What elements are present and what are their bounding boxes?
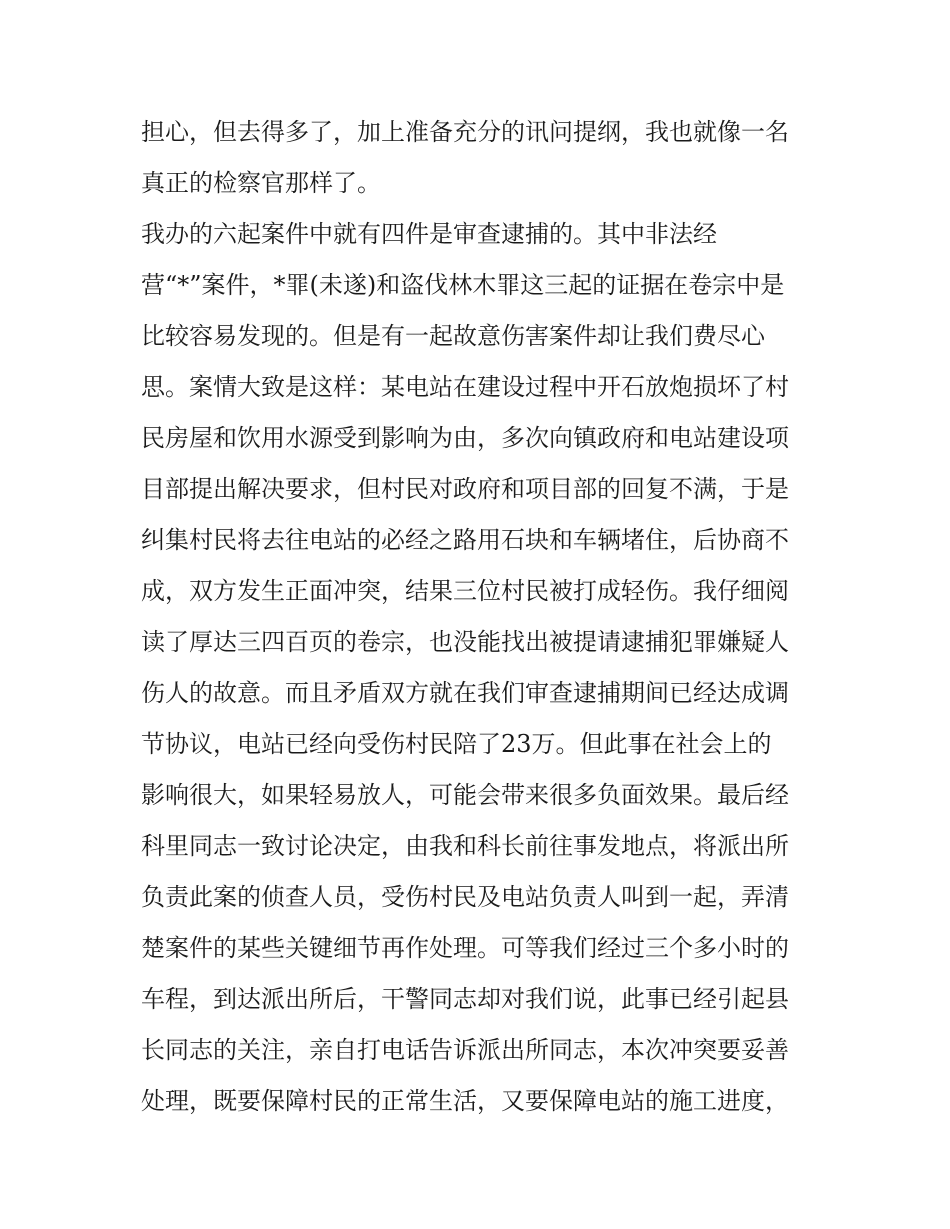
text-line: 比较容易发现的。但是有一起故意伤害案件却让我们费尽心 [141,322,765,350]
text-line: 营“*”案件，*罪(未遂)和盗伐林木罪这三起的证据在卷宗中是 [141,271,785,299]
text-line: 车程，到达派出所后，干警同志却对我们说，此事已经引起县 [141,985,789,1013]
text-line: 担心，但去得多了，加上准备充分的讯问提纲，我也就像一名 [141,118,789,146]
text-line: 真正的检察官那样了。 [141,169,381,197]
text-line: 读了厚达三四百页的卷宗，也没能找出被提请逮捕犯罪嫌疑人 [141,628,789,656]
text-line: 处理，既要保障村民的正常生活，又要保障电站的施工进度， [141,1087,789,1115]
text-line: 负责此案的侦查人员，受伤村民及电站负责人叫到一起，弄清 [141,883,789,911]
text-line: 楚案件的某些关键细节再作处理。可等我们经过三个多小时的 [141,934,789,962]
text-line: 成，双方发生正面冲突，结果三位村民被打成轻伤。我仔细阅 [141,577,789,605]
text-line: 影响很大，如果轻易放人，可能会带来很多负面效果。最后经 [141,781,789,809]
text-line: 伤人的故意。而且矛盾双方就在我们审查逮捕期间已经达成调 [141,679,789,707]
body-text [141,107,821,1127]
text-line: 节协议，电站已经向受伤村民陪了23万。但此事在社会上的 [141,730,772,758]
text-line: 思。案情大致是这样：某电站在建设过程中开石放炮损坏了村 [141,373,789,401]
text-line: 民房屋和饮用水源受到影响为由，多次向镇政府和电站建设项 [141,424,789,452]
text-line: 纠集村民将去往电站的必经之路用石块和车辆堵住，后协商不 [141,526,789,554]
text-line: 目部提出解决要求，但村民对政府和项目部的回复不满，于是 [141,475,789,503]
text-line: 科里同志一致讨论决定，由我和科长前往事发地点，将派出所 [141,832,789,860]
text-line: 长同志的关注，亲自打电话告诉派出所同志，本次冲突要妥善 [141,1036,789,1064]
text-line: 我办的六起案件中就有四件是审查逮捕的。其中非法经 [141,220,717,248]
